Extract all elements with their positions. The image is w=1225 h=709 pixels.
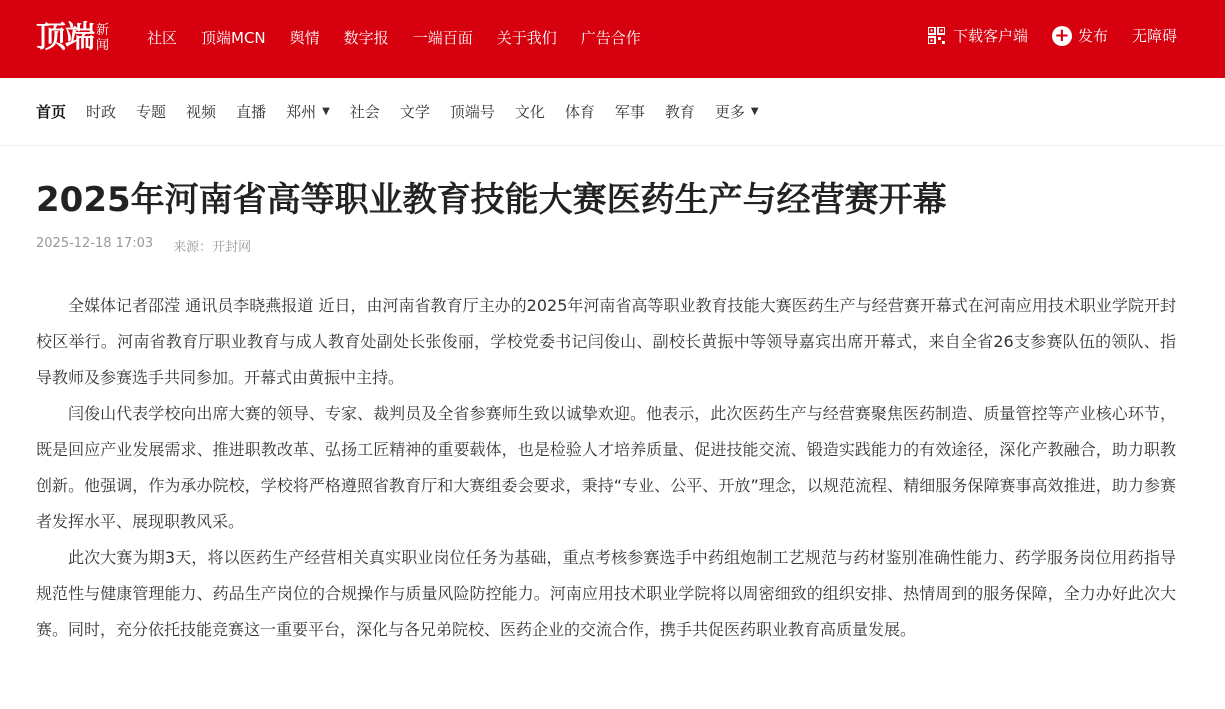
accessibility-button[interactable] bbox=[1132, 25, 1177, 46]
top-nav-about[interactable]: 关于我们 bbox=[496, 29, 557, 47]
top-header bbox=[0, 0, 1225, 78]
tab-jiaoyu-label: 教育 bbox=[664, 103, 695, 121]
tab-zhibo[interactable] bbox=[236, 101, 266, 123]
plus-circle-icon: + bbox=[1052, 26, 1072, 46]
top-nav-yiduanbaimian[interactable]: 一端百面 bbox=[412, 29, 473, 47]
tab-dingduanhao-label: 顶端号 bbox=[449, 103, 495, 121]
tab-home[interactable] bbox=[36, 101, 66, 123]
article-date: 2025-12-18 17:03 bbox=[36, 236, 154, 251]
logo-sub-char-1: 新 bbox=[96, 23, 110, 38]
tab-home-label: 首页 bbox=[36, 103, 67, 121]
logo-main-text: 顶端 bbox=[36, 20, 94, 55]
logo-sub-char-2: 闻 bbox=[96, 38, 110, 53]
top-nav-ads[interactable]: 广告合作 bbox=[580, 29, 641, 47]
tab-zhuanti-label: 专题 bbox=[136, 103, 167, 121]
caret-down-icon: ▼ bbox=[322, 106, 330, 117]
tab-shipin[interactable] bbox=[186, 101, 216, 123]
tab-wenxue[interactable] bbox=[400, 101, 430, 123]
article-paragraph: 闫俊山代表学校向出席大赛的领导、专家、裁判员及全省参赛师生致以诚挚欢迎。他表示，此次医药生产与经营赛聚焦医药制造、质量管控等产业核心环节，既是回应产业发展需求、推进职教改革、弘扬工匠精神的重要载体，也是检验人才培养质量、促进技能交流、锻造实践能力的有效途径，深化产教融合，助力职教创新。他强调，作为承办院校，学校将严格遵照省教育厅和大赛组委会要求，秉持“专业、公平、开放”理念，以规范流程、精细服务保障赛事高效推进，助力参赛者发挥水平、展现职教风采。 bbox=[36, 404, 1176, 531]
tab-shehui[interactable] bbox=[350, 101, 380, 123]
qr-code-icon bbox=[928, 27, 945, 44]
tab-zhengzhou-dropdown[interactable] bbox=[286, 101, 330, 123]
tab-wenxue-label: 文学 bbox=[399, 103, 430, 121]
top-nav bbox=[147, 27, 665, 49]
tab-shehui-label: 社会 bbox=[349, 103, 380, 121]
tab-shizheng-label: 时政 bbox=[86, 103, 117, 121]
top-nav-mcn[interactable]: 顶端MCN bbox=[201, 29, 266, 47]
article-meta bbox=[36, 236, 251, 255]
tab-shizheng[interactable] bbox=[86, 101, 116, 123]
article-title: 2025年河南省高等职业教育技能大赛医药生产与经营赛开幕 bbox=[36, 180, 947, 220]
tab-zhengzhou-label: 郑州 bbox=[286, 103, 317, 121]
accessibility-label: 无障碍 bbox=[1131, 27, 1177, 45]
tab-junshi-label: 军事 bbox=[614, 103, 645, 121]
tab-tiyu[interactable] bbox=[565, 101, 595, 123]
logo-sub-text bbox=[96, 23, 112, 53]
tab-wenhua-label: 文化 bbox=[514, 103, 545, 121]
site-logo[interactable] bbox=[36, 20, 112, 56]
tab-more-label: 更多 bbox=[714, 103, 745, 121]
top-nav-shequ[interactable]: 社区 bbox=[147, 29, 178, 47]
tab-junshi[interactable] bbox=[615, 101, 645, 123]
article-source: 来源：开封网 bbox=[173, 240, 252, 255]
tab-dingduanhao[interactable] bbox=[450, 101, 495, 123]
download-client-button[interactable] bbox=[928, 25, 1028, 46]
article-paragraph: 此次大赛为期3天，将以医药生产经营相关真实职业岗位任务为基础，重点考核参赛选手中药组炮制工艺规范与药材鉴别准确性能力、药学服务岗位用药指导规范性与健康管理能力、药品生产岗位的合规操作与质量风险防控能力。河南应用技术职业学院将以周密细致的组织安排、热情周到的服务保障，全力办好此次大赛。同时，充分依托技能竞赛这一重要平台，深化与各兄弟院校、医药企业的交流合作，携手共促医药职业教育高质量发展。 bbox=[36, 548, 1176, 639]
top-nav-yuqing[interactable]: 舆情 bbox=[289, 29, 320, 47]
top-nav-shuzibao[interactable]: 数字报 bbox=[343, 29, 389, 47]
tab-tiyu-label: 体育 bbox=[564, 103, 595, 121]
caret-down-icon: ▼ bbox=[750, 106, 759, 117]
tab-shipin-label: 视频 bbox=[186, 103, 217, 121]
article-paragraph: 全媒体记者邵滢 通讯员李晓燕报道 近日，由河南省教育厅主办的2025年河南省高等职业教育技能大赛医药生产与经营赛开幕式在河南应用技术职业学院开封校区举行。河南省教育厅职业教育与成人教育处副处长张俊丽，学校党委书记闫俊山、副校长黄振中等领导嘉宾出席开幕式，来自全省26支参赛队伍的领队、指导教师及参赛选手共同参加。开幕式由黄振中主持。 bbox=[36, 296, 1176, 387]
tab-more-dropdown[interactable] bbox=[715, 101, 759, 123]
publish-label: 发布 bbox=[1077, 27, 1108, 45]
tab-zhibo-label: 直播 bbox=[236, 103, 267, 121]
category-nav bbox=[0, 78, 1225, 146]
tab-wenhua[interactable] bbox=[515, 101, 545, 123]
tab-jiaoyu[interactable] bbox=[665, 101, 695, 123]
article-body bbox=[36, 288, 1176, 648]
download-client-label: 下载客户端 bbox=[952, 27, 1028, 45]
tab-zhuanti[interactable] bbox=[136, 101, 166, 123]
publish-button[interactable] bbox=[1052, 25, 1108, 46]
top-right-actions bbox=[904, 25, 1177, 46]
